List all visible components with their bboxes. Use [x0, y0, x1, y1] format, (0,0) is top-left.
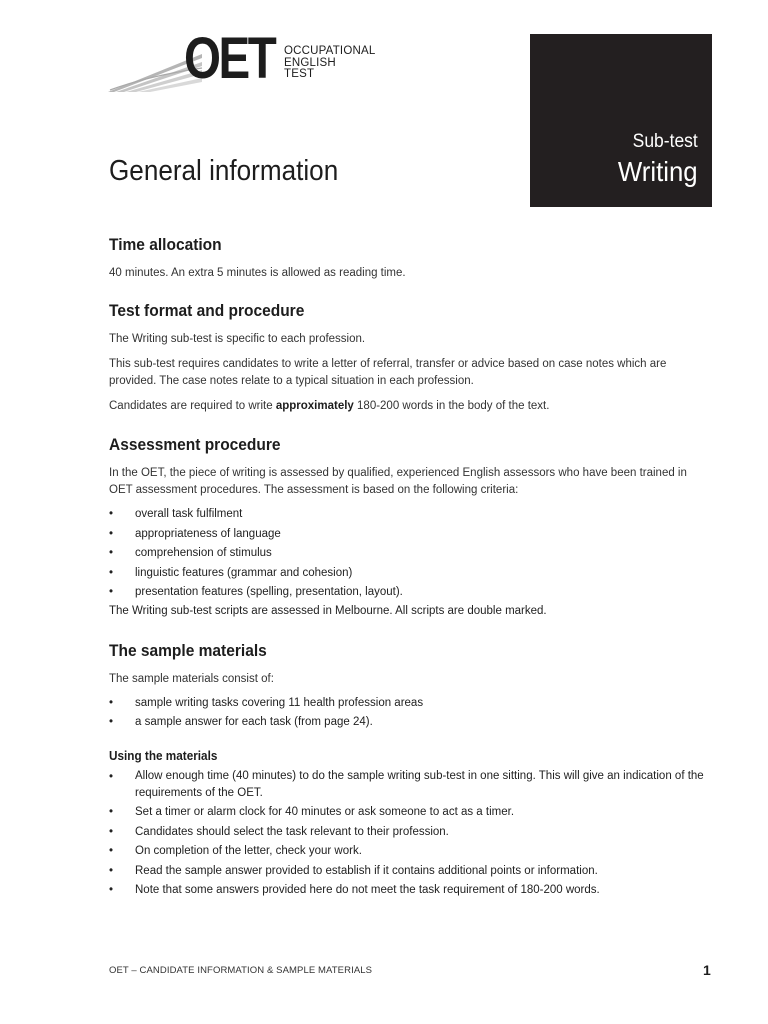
list-item — [109, 525, 709, 545]
criteria-list — [109, 505, 709, 603]
section-sample-materials — [109, 642, 709, 901]
list-item-text: Note that some answers provided here do not meet the task requirement of 180-200 words. — [135, 884, 600, 896]
section-heading: The sample materials — [109, 641, 267, 660]
list-item — [109, 583, 709, 603]
list-item-text: presentation features (spelling, presentation, layout). — [135, 586, 403, 598]
paragraph: The Writing sub-test scripts are assessed in Melbourne. All scripts are double marked. — [109, 604, 547, 617]
list-item — [109, 823, 709, 843]
main-content — [109, 236, 709, 901]
list-item-text: linguistic features (grammar and cohesion) — [135, 566, 353, 579]
paragraph: The Writing sub-test is specific to each profession. — [109, 333, 366, 345]
oet-logo — [108, 26, 376, 96]
section-heading: Test format and procedure — [109, 302, 305, 320]
sample-list — [109, 694, 709, 733]
paragraph: 40 minutes. An extra 5 minutes is allowed as reading time. — [109, 267, 406, 279]
list-item — [109, 768, 709, 804]
logo-word: ENGLISH — [284, 56, 336, 69]
list-item-text: Candidates should select the task relevant to their profession. — [135, 825, 449, 838]
subtest-title: Writing — [618, 156, 698, 187]
subtest-label: Sub-test — [632, 131, 698, 152]
list-item — [109, 544, 709, 564]
list-item-text: sample writing tasks covering 11 health profession areas — [135, 696, 424, 709]
list-item-text: Read the sample answer provided to establish if it contains additional points or information. — [135, 864, 598, 877]
paragraph — [109, 398, 709, 415]
list-item — [109, 694, 709, 714]
page-title: General information — [109, 155, 339, 187]
list-item-text: Set a timer or alarm clock for 40 minutes or ask someone to act as a timer. — [135, 806, 515, 818]
list-item-text: Allow enough time (40 minutes) to do the sample writing sub-test in one sitting. This will give an indication of the requirements of the OET. — [135, 769, 704, 799]
list-item-text: overall task fulfilment — [135, 508, 243, 520]
logo-word: TEST — [284, 68, 315, 80]
page-number: 1 — [703, 962, 711, 978]
list-item-text: comprehension of stimulus — [135, 547, 272, 559]
paragraph: In the OET, the piece of writing is assessed by qualified, experienced English assessors who have been trained in OET assessment procedures. The assessment is based on the following criteria: — [109, 467, 687, 496]
section-heading: Time allocation — [109, 236, 222, 254]
footer-text: OET – CANDIDATE INFORMATION & SAMPLE MATERIALS — [109, 965, 373, 976]
section-test-format — [109, 302, 709, 415]
subsection-heading: Using the materials — [109, 748, 218, 763]
list-item — [109, 881, 709, 901]
usage-list — [109, 768, 709, 901]
list-item — [109, 564, 709, 584]
paragraph: The sample materials consist of: — [109, 672, 274, 685]
logo-word: OCCUPATIONAL — [284, 45, 376, 57]
section-time-allocation — [109, 236, 709, 282]
logo-wordmark — [284, 46, 375, 81]
list-item-text: a sample answer for each task (from page 24). — [135, 716, 373, 728]
emphasis-text: approximately — [275, 400, 354, 412]
text-run: 180-200 words in the body of the text. — [353, 400, 550, 412]
list-item — [109, 862, 709, 882]
subtest-panel — [530, 34, 712, 207]
list-item — [109, 505, 709, 525]
logo-mark: OET — [184, 26, 275, 91]
section-assessment — [109, 436, 709, 620]
paragraph: This sub-test requires candidates to write a letter of referral, transfer or advice based on case notes which are provided. The case notes relate to a typical situation in each profession. — [109, 358, 667, 387]
text-run: Candidates are required to write — [109, 400, 276, 412]
list-item — [109, 842, 709, 862]
list-item-text: appropriateness of language — [135, 527, 281, 540]
list-item-text: On completion of the letter, check your work. — [135, 845, 362, 857]
section-heading: Assessment procedure — [109, 436, 281, 454]
list-item — [109, 713, 709, 733]
list-item — [109, 803, 709, 823]
